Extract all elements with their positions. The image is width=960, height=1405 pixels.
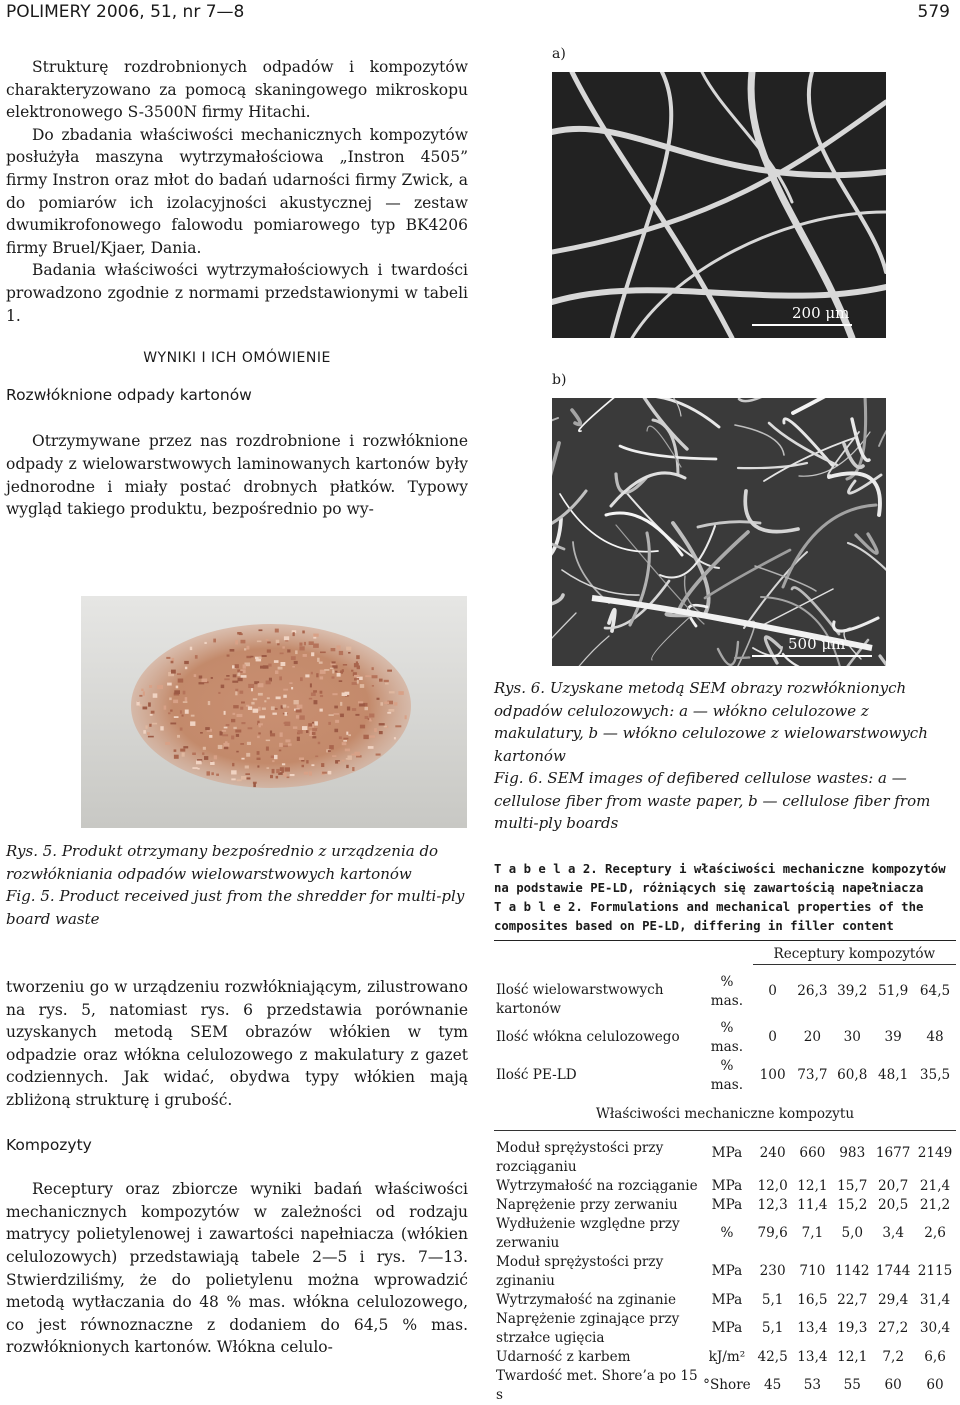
row-label: Ilość wielowarstwowych kartonów xyxy=(496,981,664,1017)
row-unit: MPa xyxy=(711,1263,743,1279)
caption-en: Fig. 5. Product received just from the shredder for multi-ply board waste xyxy=(6,887,465,928)
cell-value: 12,1 xyxy=(797,1177,828,1194)
row-label: Ilość PE-LD xyxy=(496,1067,577,1083)
table-row xyxy=(494,1177,956,1196)
row-label: Wytrzymałość na rozciąganie xyxy=(496,1177,698,1194)
table-row xyxy=(494,1196,956,1215)
table-row xyxy=(494,1215,956,1253)
cell-value: 5,1 xyxy=(761,1291,784,1308)
cell-value: 2149 xyxy=(917,1145,953,1161)
cell-value: 0 xyxy=(768,983,777,1000)
table-section-header xyxy=(494,941,956,965)
cell-value: 100 xyxy=(759,1067,786,1083)
table-row xyxy=(494,1310,956,1348)
row-unit: kJ/m² xyxy=(708,1348,746,1365)
cell-value: 79,6 xyxy=(757,1225,788,1241)
row-label: Naprężenie zginające przy strzałce ugięcia xyxy=(496,1310,680,1346)
paragraph: Receptury oraz zbiorcze wyniki badań właściwości mechanicznych kompozytów w zależności od rodzaju matrycy polietylenowej i zawartości napełniacza (włókien celulozowych) przedstawiają tabele 2—5 i rys. 7—13. Stwierdziliśmy, że do polietylenu można wprowadzić metodą wytłaczania do 48 % mas. włókna celulozowego, co jest równoznaczne z dodaniem do 64,5 % mas. rozwłóknionych kartonów. Włókna celulo- xyxy=(6,1180,468,1357)
scale-bar-a: 200 μm xyxy=(792,304,850,322)
cell-value: 12,3 xyxy=(757,1196,788,1213)
cell-value: 983 xyxy=(839,1145,866,1161)
caption-en: Fig. 6. SEM images of defibered cellulose wastes: a — cellulose fiber from waste paper, b — cellulose fiber from multi-ply boards xyxy=(494,769,931,832)
section-title: Właściwości mechaniczne kompozytu xyxy=(494,1095,956,1131)
cell-value: 5,0 xyxy=(841,1225,864,1241)
cell-value: 21,2 xyxy=(919,1196,951,1213)
cell-value: 20,5 xyxy=(878,1196,909,1213)
cell-value: 60,8 xyxy=(837,1067,868,1083)
figure-6a-label: a) xyxy=(552,46,566,62)
caption-pl: Rys. 5. Produkt otrzymany bezpośrednio z urządzenia do rozwłókniania odpadów wielowarstwowych kartonów xyxy=(6,842,439,883)
cell-value: 19,3 xyxy=(837,1320,868,1336)
figure-5-caption xyxy=(6,840,468,930)
cell-value: 21,4 xyxy=(919,1177,951,1194)
table-row xyxy=(494,1019,956,1057)
table-row xyxy=(494,1291,956,1310)
cell-value: 660 xyxy=(799,1145,826,1161)
cell-value: 3,4 xyxy=(882,1225,904,1241)
subheading: Rozwłóknione odpady kartonów xyxy=(6,385,252,404)
cell-value: 26,3 xyxy=(797,983,828,1000)
row-unit: MPa xyxy=(711,1196,743,1213)
row-unit: °Shore xyxy=(703,1377,751,1393)
row-label: Naprężenie przy zerwaniu xyxy=(496,1196,678,1213)
cell-value: 7,1 xyxy=(801,1225,824,1241)
cell-value: 31,4 xyxy=(919,1291,951,1308)
section-heading: WYNIKI I ICH OMÓWIENIE xyxy=(143,350,331,367)
cell-value: 64,5 xyxy=(919,983,951,1000)
cell-value: 2,6 xyxy=(924,1225,946,1241)
row-label: Udarność z karbem xyxy=(496,1348,631,1365)
left-column-top xyxy=(6,56,468,521)
cell-value: 240 xyxy=(759,1145,786,1161)
cell-value: 1744 xyxy=(875,1263,911,1279)
row-unit: MPa xyxy=(711,1145,743,1161)
paragraph: Do zbadania właściwości mechanicznych kompozytów posłużyła maszyna wytrzymałościowa „Instron 4505” firmy Instron oraz młot do badań udarności firmy Zwick, a do pomiarów ich izolacyjności akustycznej — zestaw dwumikrofonowego falowodu pomiarowego typ BK4206 firmy Bruel/Kjaer, Dania. xyxy=(6,125,468,257)
cell-value: 7,2 xyxy=(882,1348,904,1365)
figure-6a-sem-image xyxy=(552,72,886,338)
cell-value: 39 xyxy=(884,1029,902,1045)
cell-value: 45 xyxy=(763,1377,782,1393)
cell-value: 53 xyxy=(803,1377,822,1393)
caption-pl: Rys. 6. Uzyskane metodą SEM obrazy rozwłóknionych odpadów celulozowych: a — włókno celulozowe z makulatury, b — włókno celulozowe z wielowarstwowych kartonów xyxy=(494,679,928,765)
row-unit: % mas. xyxy=(710,1019,744,1055)
cell-value: 29,4 xyxy=(878,1291,909,1308)
cell-value: 35,5 xyxy=(919,1067,951,1083)
cell-value: 39,2 xyxy=(837,983,868,1000)
cell-value: 20 xyxy=(803,1029,822,1045)
page-header xyxy=(0,0,960,26)
cell-value: 16,5 xyxy=(797,1291,828,1308)
cell-value: 13,4 xyxy=(797,1348,828,1365)
table-row xyxy=(494,1253,956,1291)
cell-value: 12,1 xyxy=(837,1348,868,1365)
row-label: Moduł sprężystości przy rozciąganiu xyxy=(496,1139,664,1175)
row-label: Wytrzymałość na zginanie xyxy=(496,1291,677,1308)
cell-value: 73,7 xyxy=(797,1067,828,1083)
figure-6b-label: b) xyxy=(552,372,567,388)
cell-value: 0 xyxy=(768,1029,777,1045)
row-unit: % mas. xyxy=(710,973,744,1009)
paragraph: Strukturę rozdrobnionych odpadów i kompozytów charakteryzowano za pomocą skaningowego mikroskopu elektronowego S-3500N firmy Hitachi. xyxy=(6,58,468,122)
cell-value: 22,7 xyxy=(837,1291,868,1308)
row-label: Twardość met. Shore’a po 15 s xyxy=(496,1367,698,1403)
table-row xyxy=(494,1130,956,1177)
row-unit: MPa xyxy=(711,1177,743,1194)
subheading: Kompozyty xyxy=(6,1135,92,1154)
figure-6b-sem-image xyxy=(552,398,886,666)
table-title-pl: T a b e l a 2. Receptury i właściwości mechaniczne kompozytów na podstawie PE-LD, różniących się zawartością napełniacza xyxy=(494,862,946,895)
cell-value: 5,1 xyxy=(761,1320,784,1336)
row-unit: % xyxy=(720,1225,734,1241)
table-title-en: T a b l e 2. Formulations and mechanical properties of the composites based on PE-LD, differing in filler content xyxy=(494,900,924,933)
row-unit: MPa xyxy=(711,1291,743,1308)
cell-value: 1142 xyxy=(834,1263,870,1279)
row-unit: % mas. xyxy=(710,1057,744,1093)
cell-value: 48,1 xyxy=(878,1067,909,1083)
table-2-caption xyxy=(494,860,956,936)
cell-value: 30,4 xyxy=(919,1320,951,1336)
paragraph: Otrzymywane przez nas rozdrobnione i rozwłóknione odpady z wielowarstwowych laminowanych kartonów były jednorodne i miały postać drobnych płatków. Typowy wygląd takiego produktu, bezpośrednio po wy- xyxy=(6,432,468,519)
table-2 xyxy=(494,940,956,1405)
cell-value: 230 xyxy=(759,1263,786,1279)
cell-value: 51,9 xyxy=(878,983,909,1000)
cell-value: 13,4 xyxy=(797,1320,828,1336)
cell-value: 15,7 xyxy=(837,1177,868,1194)
cell-value: 15,2 xyxy=(837,1196,868,1213)
row-label: Ilość włókna celulozowego xyxy=(496,1029,680,1045)
journal-title: POLIMERY 2006, 51, nr 7—8 xyxy=(6,2,245,22)
paragraph: tworzeniu go w urządzeniu rozwłókniającym, zilustrowano na rys. 5, natomiast rys. 6 przedstawia porównanie uzyskanych metodą SEM obrazów włókien w tym odpadzie oraz włókna celulozowego z makulatury z gazet codziennych. Jak widać, obydwa typy włókien mają zbliżoną strukturę i grubość. xyxy=(6,978,468,1109)
table-row xyxy=(494,965,956,1019)
cell-value: 42,5 xyxy=(757,1348,788,1365)
cell-value: 20,7 xyxy=(878,1177,909,1194)
cell-value: 2115 xyxy=(917,1263,953,1279)
table-row xyxy=(494,1057,956,1095)
cell-value: 60 xyxy=(884,1377,902,1393)
scale-bar-b: 500 μm xyxy=(788,635,846,653)
cell-value: 11,4 xyxy=(797,1196,828,1213)
section-title: Receptury kompozytów xyxy=(753,941,956,965)
table-section-header xyxy=(494,1095,956,1131)
table-row xyxy=(494,1367,956,1405)
cell-value: 12,0 xyxy=(757,1177,788,1194)
page-number: 579 xyxy=(917,2,950,22)
cell-value: 710 xyxy=(799,1263,826,1279)
row-label: Wydłużenie względne przy zerwaniu xyxy=(496,1215,680,1251)
paragraph: Badania właściwości wytrzymałościowych i twardości prowadzono zgodnie z normami przedstawionymi w tabeli 1. xyxy=(6,261,468,325)
cell-value: 6,6 xyxy=(924,1348,946,1365)
figure-5-photo xyxy=(81,596,467,828)
cell-value: 30 xyxy=(843,1029,861,1045)
cell-value: 27,2 xyxy=(878,1320,909,1336)
cell-value: 48 xyxy=(926,1029,944,1045)
figure-6-caption xyxy=(494,677,956,835)
row-unit: MPa xyxy=(711,1320,743,1336)
table-row xyxy=(494,1348,956,1367)
left-column-bottom xyxy=(6,976,468,1359)
cell-value: 1677 xyxy=(875,1145,911,1161)
cell-value: 60 xyxy=(926,1377,944,1393)
cell-value: 55 xyxy=(843,1377,861,1393)
row-label: Moduł sprężystości przy zginaniu xyxy=(496,1253,664,1289)
